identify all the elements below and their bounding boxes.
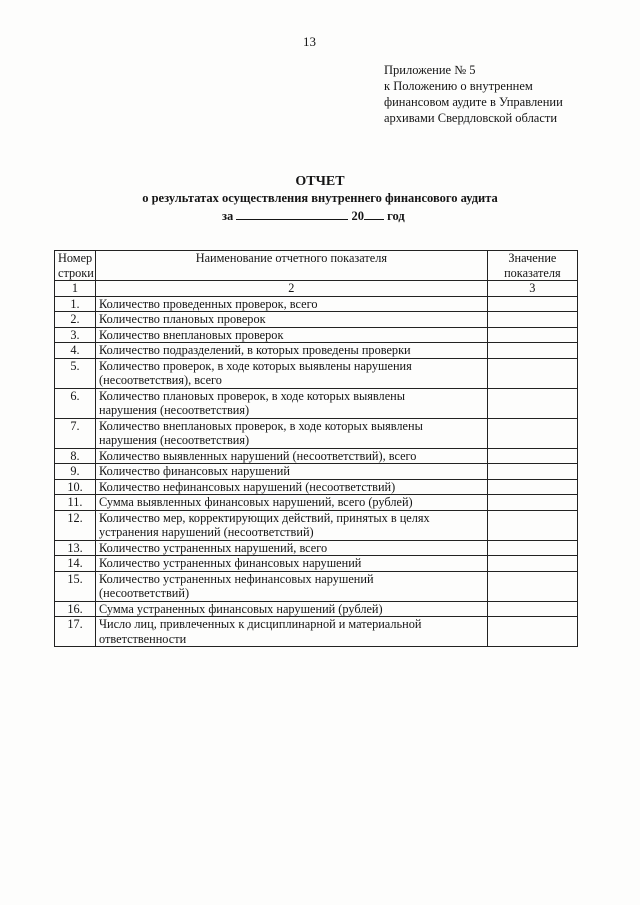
row-number: 5.: [55, 358, 96, 388]
indicator-name: [96, 296, 488, 312]
indicator-name: [96, 327, 488, 343]
indicator-name-line: Количество устраненных нарушений, всего: [99, 540, 328, 555]
indicator-name: [96, 312, 488, 328]
table-row: [55, 418, 578, 448]
indicator-name-line: Количество внеплановых проверок: [99, 327, 284, 342]
table-row: [55, 327, 578, 343]
indicator-value-cell: [487, 358, 577, 388]
indicator-name-line: Количество внеплановых проверок, в ходе которых выявлены: [99, 418, 423, 433]
indicator-value-cell: [487, 540, 577, 556]
indicator-name-line: Число лиц, привлеченных к дисциплинарной и материальной: [99, 617, 422, 631]
indicator-name: [96, 388, 488, 418]
table-header-row: [55, 251, 578, 281]
indicator-name-line: Количество устраненных нефинансовых нарушений: [99, 571, 374, 586]
table-row: [55, 540, 578, 556]
column-index: 1: [55, 281, 96, 297]
indicator-name-line: нарушения (несоответствия): [99, 403, 250, 417]
table-row: [55, 601, 578, 617]
column-index-row: [55, 281, 578, 297]
appendix-line: к Положению о внутреннем: [384, 79, 533, 93]
row-number: 15.: [55, 571, 96, 601]
row-number: 1.: [55, 296, 96, 312]
row-number: 14.: [55, 556, 96, 572]
indicator-value-cell: [487, 556, 577, 572]
indicator-value-cell: [487, 479, 577, 495]
row-number: 8.: [55, 448, 96, 464]
indicator-name-line: Количество плановых проверок: [99, 312, 266, 326]
table-row: [55, 495, 578, 511]
indicator-name: [96, 464, 488, 480]
row-number: 16.: [55, 601, 96, 617]
report-table: [54, 250, 578, 647]
appendix-note: [384, 62, 563, 126]
indicator-name: [96, 510, 488, 540]
row-number: 4.: [55, 343, 96, 359]
indicator-name-line: (несоответствия), всего: [99, 373, 222, 387]
row-number: 3.: [55, 327, 96, 343]
row-number: 7.: [55, 418, 96, 448]
appendix-line: архивами Свердловской области: [384, 111, 558, 125]
indicator-name-line: Сумма устраненных финансовых нарушений (рублей): [99, 601, 383, 616]
row-number: 6.: [55, 388, 96, 418]
row-number: 10.: [55, 479, 96, 495]
indicator-value-cell: [487, 296, 577, 312]
period-prefix: за: [222, 209, 234, 223]
table-row: [55, 388, 578, 418]
indicator-value-cell: [487, 571, 577, 601]
indicator-name-line: Количество нефинансовых нарушений (несоответствий): [99, 479, 396, 494]
period-year: 20: [351, 209, 365, 223]
indicator-name-line: Количество финансовых нарушений: [99, 464, 290, 478]
indicator-name: [96, 540, 488, 556]
report-table-body: [55, 296, 578, 647]
appendix-line: финансовом аудите в Управлении: [384, 95, 563, 109]
indicator-name: [96, 495, 488, 511]
table-row: [55, 296, 578, 312]
indicator-name: [96, 448, 488, 464]
indicator-value-cell: [487, 464, 577, 480]
row-number: 2.: [55, 312, 96, 328]
indicator-value-cell: [487, 510, 577, 540]
indicator-name: [96, 343, 488, 359]
indicator-name-line: устранения нарушений (несоответствий): [99, 525, 314, 539]
indicator-value-cell: [487, 617, 577, 647]
indicator-name-line: Количество устраненных финансовых нарушений: [99, 556, 362, 570]
indicator-name-line: Количество мер, корректирующих действий, принятых в целях: [99, 510, 430, 525]
indicator-value-cell: [487, 388, 577, 418]
table-row: [55, 510, 578, 540]
indicator-value-cell: [487, 312, 577, 328]
indicator-name-line: (несоответствий): [99, 586, 190, 600]
indicator-value-cell: [487, 495, 577, 511]
row-number: 13.: [55, 540, 96, 556]
row-number: 11.: [55, 495, 96, 511]
table-row: [55, 358, 578, 388]
table-row: [55, 448, 578, 464]
indicator-name-line: Количество плановых проверок, в ходе которых выявлены: [99, 388, 405, 403]
appendix-line: Приложение № 5: [384, 63, 476, 77]
report-subtitle: о результатах осуществления внутреннего финансового аудита: [142, 191, 498, 205]
header-indicator-name: Наименование отчетного показателя: [96, 251, 488, 281]
indicator-name-line: Количество проведенных проверок, всего: [99, 296, 318, 311]
indicator-name-line: Количество подразделений, в которых проведены проверки: [99, 343, 411, 357]
table-row: [55, 343, 578, 359]
indicator-name: [96, 556, 488, 572]
table-row: [55, 479, 578, 495]
indicator-name-line: Количество выявленных нарушений (несоответствий), всего: [99, 448, 417, 463]
indicator-name-line: Количество проверок, в ходе которых выявлены нарушения: [99, 358, 412, 373]
indicator-name: [96, 617, 488, 647]
indicator-value-cell: [487, 418, 577, 448]
period-suffix: год: [387, 209, 405, 223]
indicator-name-line: Сумма выявленных финансовых нарушений, всего (рублей): [99, 495, 413, 509]
table-row: [55, 464, 578, 480]
report-title: ОТЧЕТ: [295, 174, 345, 189]
header-row-number: Номер строки: [55, 251, 96, 281]
table-row: [55, 312, 578, 328]
period-blank-field: [236, 207, 348, 220]
indicator-name: [96, 601, 488, 617]
indicator-name: [96, 418, 488, 448]
indicator-value-cell: [487, 343, 577, 359]
indicator-name: [96, 358, 488, 388]
column-index: 3: [487, 281, 577, 297]
header-indicator-value: Значение показателя: [487, 251, 577, 281]
table-row: [55, 617, 578, 647]
indicator-value-cell: [487, 448, 577, 464]
table-row: [55, 571, 578, 601]
page-number: 13: [303, 34, 316, 49]
row-number: 12.: [55, 510, 96, 540]
period-year-blank: [364, 207, 384, 220]
indicator-name-line: нарушения (несоответствия): [99, 433, 250, 447]
indicator-name: [96, 571, 488, 601]
row-number: 9.: [55, 464, 96, 480]
table-row: [55, 556, 578, 572]
indicator-name: [96, 479, 488, 495]
indicator-value-cell: [487, 601, 577, 617]
column-index: 2: [96, 281, 488, 297]
indicator-name-line: ответственности: [99, 631, 187, 646]
report-period: [222, 207, 405, 224]
row-number: 17.: [55, 617, 96, 647]
indicator-value-cell: [487, 327, 577, 343]
